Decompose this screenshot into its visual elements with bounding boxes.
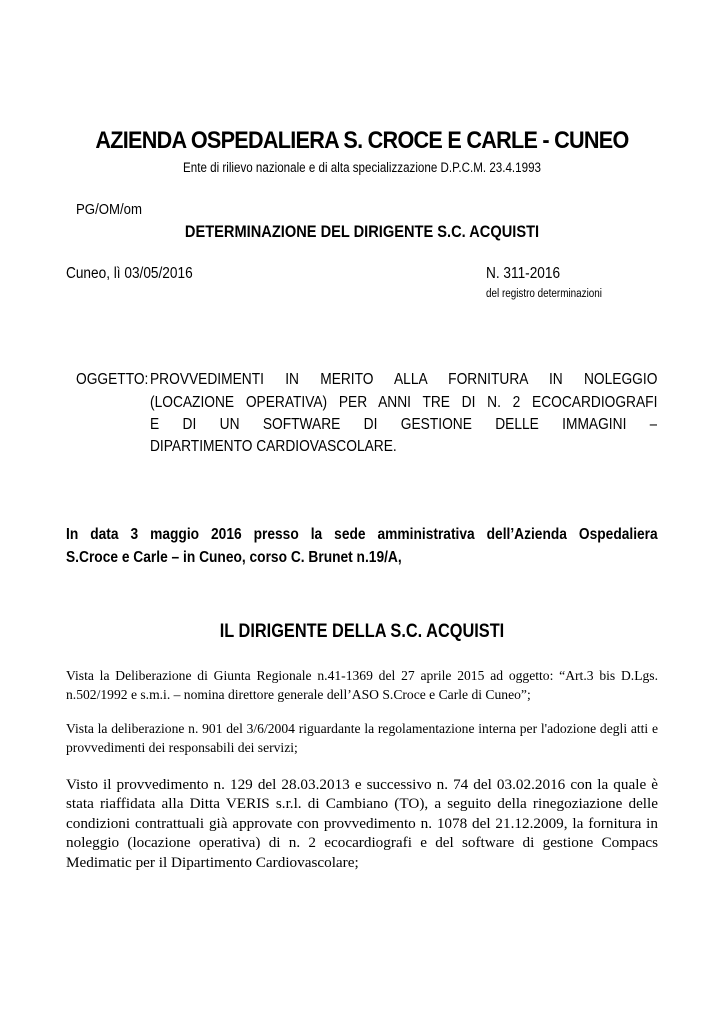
register-note: del registro determinazioni xyxy=(486,288,602,300)
intro-line: S.Croce e Carle – in Cuneo, corso C. Brunet n.19/A, xyxy=(66,549,402,566)
paragraph: Vista la Deliberazione di Giunta Regionale n.41-1369 del 27 aprile 2015 ad oggetto: “Art.3 bis D.Lgs. n.502/1992 e s.m.i. – nomina direttore generale dell’ASO S.Croce e Carle di Cuneo”; xyxy=(66,668,658,702)
place-date: Cuneo, lì 03/05/2016 xyxy=(66,265,193,282)
determination-title: DETERMINAZIONE DEL DIRIGENTE S.C. ACQUISTI xyxy=(184,222,540,241)
reference-code: PG/OM/om xyxy=(76,201,143,218)
paragraph: Vista la deliberazione n. 901 del 3/6/2004 riguardante la regolamentazione interna per l'adozione degli atti e provvedimenti dei responsabili dei servizi; xyxy=(66,721,658,755)
subject-line: PROVVEDIMENTI IN MERITO ALLA FORNITURA IN NOLEGGIO xyxy=(150,371,657,388)
section-heading: IL DIRIGENTE DELLA S.C. ACQUISTI xyxy=(219,621,505,642)
subject-line: (LOCAZIONE OPERATIVA) PER ANNI TRE DI N. 2 ECOCARDIOGRAFI xyxy=(150,394,657,411)
register-number: N. 311-2016 xyxy=(486,265,561,282)
intro-line: In data 3 maggio 2016 presso la sede amministrativa dell’Azienda Ospedaliera xyxy=(66,526,658,543)
subject-line: E DI UN SOFTWARE DI GESTIONE DELLE IMMAGINI – xyxy=(150,416,657,433)
subject-label: OGGETTO: xyxy=(76,371,149,388)
paragraph: Visto il provvedimento n. 129 del 28.03.2013 e successivo n. 74 del 03.02.2016 con la quale è stata riaffidata alla Ditta VERIS s.r.l. di Cambiano (TO), a seguito della rinegoziazione delle condizioni contrattuali già approvate con provvedimento n. 1078 del 21.12.2009, la fornitura in noleggio (locazione operativa) di n. 2 ecocardiografi e del software di gestione Compacs Medimatic per il Dipartimento Cardiovascolare; xyxy=(66,776,658,871)
organization-subtitle: Ente di rilievo nazionale e di alta specializzazione D.P.C.M. 23.4.1993 xyxy=(183,160,541,175)
organization-name: AZIENDA OSPEDALIERA S. CROCE E CARLE - CUNEO xyxy=(95,127,629,154)
subject-line: DIPARTIMENTO CARDIOVASCOLARE. xyxy=(150,438,397,455)
